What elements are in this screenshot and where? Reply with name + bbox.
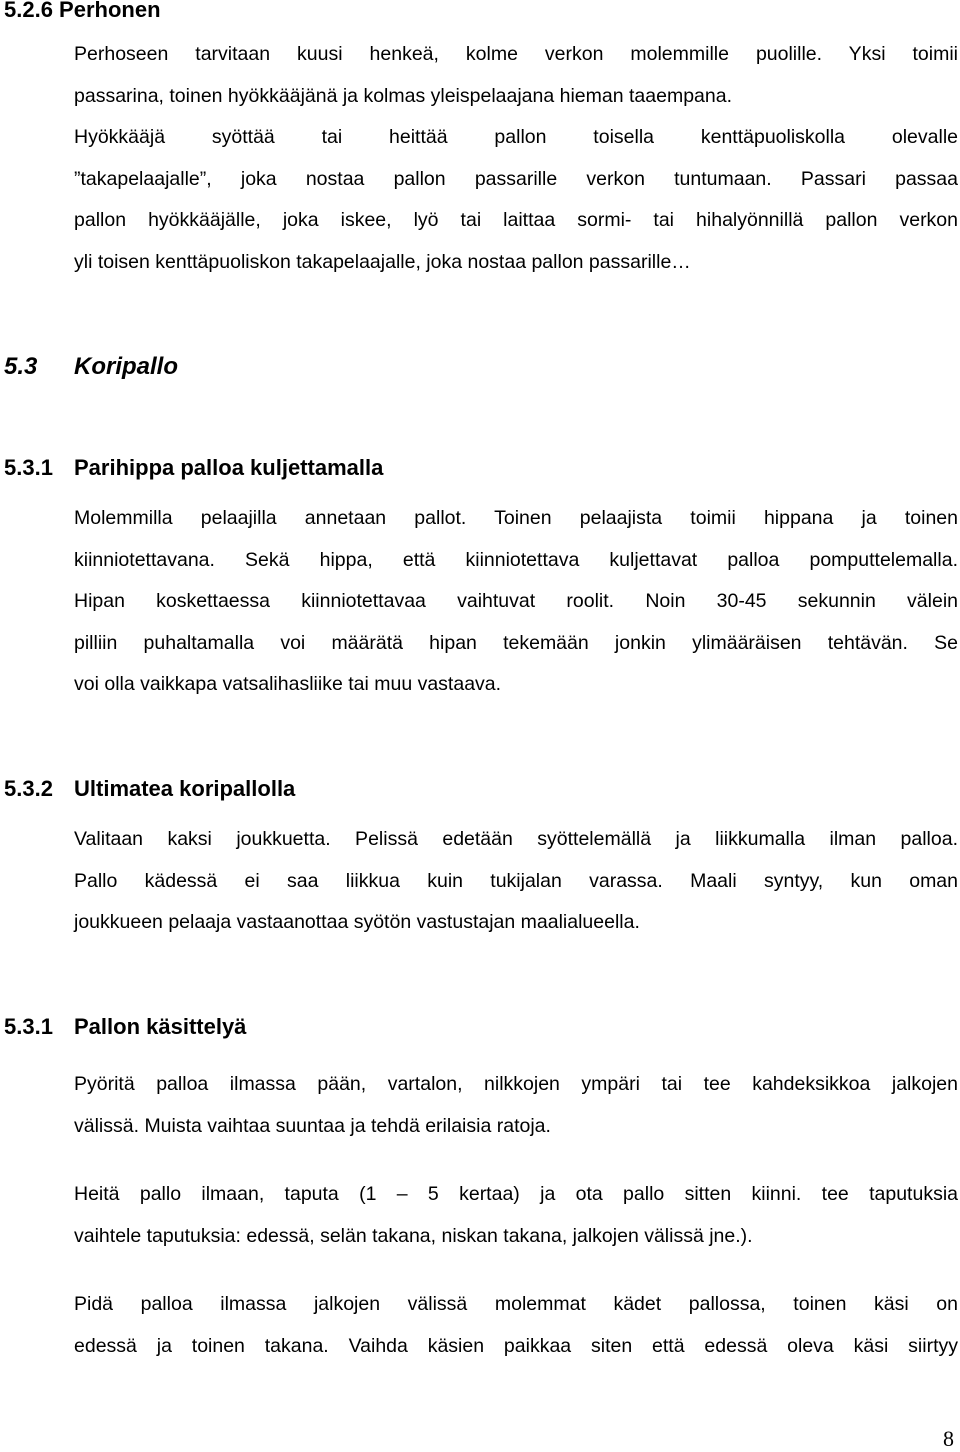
paragraph-parihippa <box>74 498 958 706</box>
text-line: Perhoseen tarvitaan kuusi henkeä, kolme verkon molemmille puolille. Yksi toimii <box>74 43 958 65</box>
text-line: Heitä pallo ilmaan, taputa (1 – 5 kertaa) ja ota pallo sitten kiinni. tee taputuksia <box>74 1183 958 1205</box>
text-line: Molemmilla pelaajilla annetaan pallot. Toinen pelaajista toimii hippana ja toinen <box>74 507 958 529</box>
text-line: yli toisen kenttäpuoliskon takapelaajalle, joka nostaa pallon passarille… <box>74 250 691 273</box>
text-line: Pallo kädessä ei saa liikkua kuin tukijalan varassa. Maali syntyy, kun oman <box>74 869 958 892</box>
section-number: 5.3 <box>4 353 38 380</box>
section-number: 5.3.2 <box>4 776 53 801</box>
text-line: vaihtele taputuksia: edessä, selän takana, niskan takana, jalkojen välissä jne.). <box>74 1224 753 1247</box>
paragraph-kasittely-2 <box>74 1174 958 1257</box>
text-line: pallon hyökkääjälle, joka iskee, lyö tai laittaa sormi- tai hihalyönnillä pallon verkon <box>74 209 958 231</box>
page-number: 8 <box>943 1426 954 1451</box>
text-line: joukkueen pelaaja vastaanottaa syötön vastustajan maalialueella. <box>74 911 640 933</box>
section-title: Ultimatea koripallolla <box>74 776 296 801</box>
section-heading-ultimate <box>4 776 295 802</box>
text-line: kiinniotettavana. Sekä hippa, että kiinniotettava kuljettavat palloa pomputtelemalla. <box>74 548 958 571</box>
text-line: edessä ja toinen takana. Vaihda käsien paikkaa siten että edessä oleva käsi siirtyy <box>74 1334 958 1357</box>
section-heading-parihippa <box>4 455 383 481</box>
text-line: pilliin puhaltamalla voi määrätä hipan tekemään jonkin ylimääräisen tehtävän. Se <box>74 631 958 654</box>
section-title: Pallon käsittelyä <box>74 1014 247 1039</box>
text-line: Pidä palloa ilmassa jalkojen välissä molemmat kädet pallossa, toinen käsi on <box>74 1293 958 1315</box>
text-line: Pyöritä palloa ilmassa pään, vartalon, nilkkojen ympäri tai tee kahdeksikkoa jalkojen <box>74 1073 958 1095</box>
text-line: passarina, toinen hyökkääjänä ja kolmas yleispelaajana hieman taaempana. <box>74 84 733 107</box>
paragraph-perhonen <box>74 34 958 283</box>
text-line: ”takapelaajalle”, joka nostaa pallon passarille verkon tuntumaan. Passari passaa <box>74 167 958 190</box>
text-line: Hyökkääjä syöttää tai heittää pallon toisella kenttäpuoliskolla olevalle <box>74 126 958 148</box>
text-line: voi olla vaikkapa vatsalihasliike tai muu vastaava. <box>74 673 502 695</box>
section-number: 5.3.1 <box>4 455 53 480</box>
text-line: välissä. Muista vaihtaa suuntaa ja tehdä erilaisia ratoja. <box>74 1114 551 1137</box>
section-heading-perhonen <box>4 0 161 23</box>
section-title: Parihippa palloa kuljettamalla <box>74 455 384 480</box>
section-heading-koripallo <box>4 353 178 381</box>
paragraph-kasittely-3 <box>74 1284 958 1367</box>
section-number: 5.2.6 <box>4 0 60 22</box>
paragraph-kasittely-1 <box>74 1064 958 1147</box>
section-title: Perhonen <box>59 0 161 22</box>
text-line: Hipan koskettaessa kiinniotettavaa vaihtuvat roolit. Noin 30-45 sekunnin välein <box>74 590 958 612</box>
paragraph-ultimate <box>74 819 958 944</box>
section-number: 5.3.1 <box>4 1014 53 1039</box>
text-line: Valitaan kaksi joukkuetta. Pelissä edetään syöttelemällä ja liikkumalla ilman palloa. <box>74 828 958 850</box>
section-heading-kasittely <box>4 1014 246 1040</box>
section-title: Koripallo <box>74 353 179 380</box>
